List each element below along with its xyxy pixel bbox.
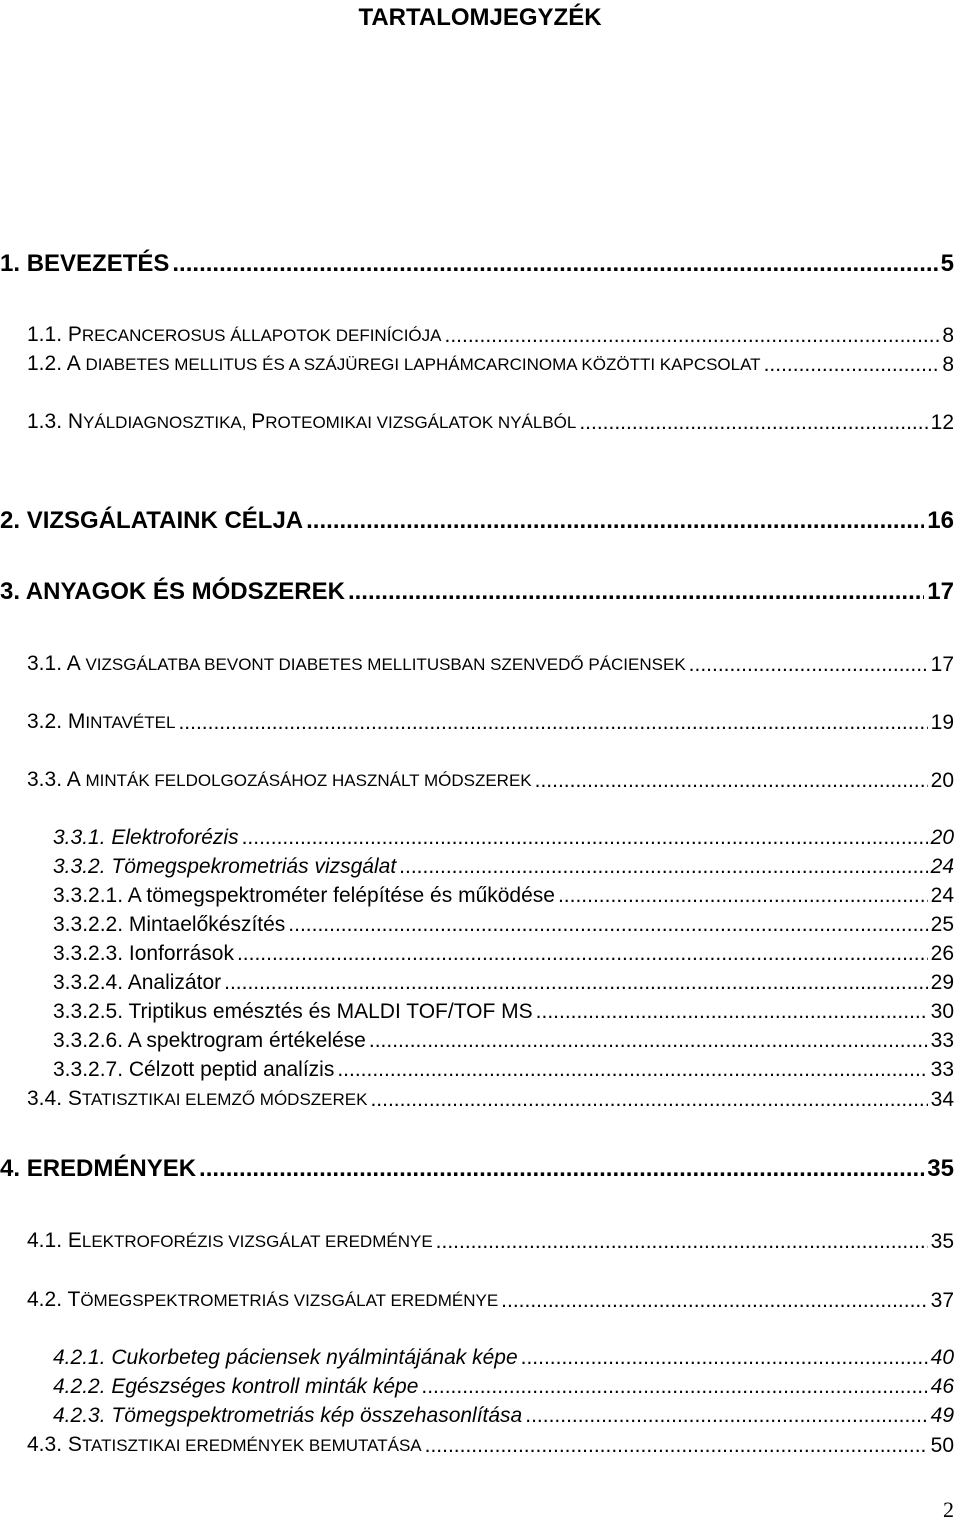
toc-entry-title: 3.3.1. Elektroforézis bbox=[53, 826, 239, 849]
dot-leader bbox=[558, 882, 928, 910]
toc-entry-title: 4.2.1. Cukorbeteg páciensek nyálmintájának képe bbox=[53, 1346, 518, 1369]
toc-page-number: 34 bbox=[930, 1088, 954, 1111]
toc-page-number: 20 bbox=[930, 769, 954, 792]
toc-page-number: 17 bbox=[927, 578, 954, 605]
toc-entry-1-1[interactable] bbox=[27, 321, 954, 350]
toc-page-number: 17 bbox=[930, 653, 954, 676]
dot-leader bbox=[242, 824, 928, 852]
toc-entry-title: 4.2.2. Egészséges kontroll minták képe bbox=[53, 1375, 419, 1398]
toc-entry-3-3-2-6[interactable] bbox=[53, 1027, 954, 1055]
toc-entry-4-2-1[interactable] bbox=[53, 1344, 954, 1372]
toc-page-number: 35 bbox=[930, 1230, 954, 1253]
toc-page-number: 46 bbox=[930, 1375, 954, 1398]
toc-page-number: 8 bbox=[942, 353, 954, 376]
toc-entry-4-2-2[interactable] bbox=[53, 1373, 954, 1401]
dot-leader bbox=[348, 578, 924, 606]
dot-leader bbox=[369, 1027, 928, 1055]
toc-entry-title: 4.1. ELEKTROFORÉZIS VIZSGÁLAT EREDMÉNYE bbox=[27, 1229, 433, 1252]
toc-entry-title: 3.4. STATISZTIKAI ELEMZŐ MÓDSZEREK bbox=[27, 1087, 368, 1110]
toc-entry-title: 1.3. NYÁLDIAGNOSZTIKA, PROTEOMIKAI VIZSGÁLATOK NYÁLBÓL bbox=[27, 410, 577, 433]
toc-entry-3-3-2[interactable] bbox=[53, 853, 954, 881]
toc-page-number: 33 bbox=[930, 1058, 954, 1081]
toc-entry-1-2[interactable] bbox=[27, 350, 954, 379]
toc-entry-title: 3.2. MINTAVÉTEL bbox=[27, 710, 176, 733]
toc-entry-title: 1.2. A DIABETES MELLITUS ÉS A SZÁJÜREGI LAPHÁMCARCINOMA KÖZÖTTI KAPCSOLAT bbox=[27, 352, 761, 375]
toc-page-number: 8 bbox=[942, 324, 954, 347]
toc-page-number: 12 bbox=[930, 411, 954, 434]
dot-leader bbox=[399, 853, 927, 881]
toc-entry-4[interactable] bbox=[0, 1155, 954, 1183]
toc-entry-3-3-2-5[interactable] bbox=[53, 998, 954, 1026]
dot-leader bbox=[536, 998, 928, 1026]
toc-page-number: 25 bbox=[930, 913, 954, 936]
toc-entry-title: 2. VIZSGÁLATAINK CÉLJA bbox=[0, 507, 304, 534]
toc-entry-4-1[interactable] bbox=[27, 1227, 954, 1256]
dot-leader bbox=[436, 1228, 928, 1256]
toc-page-number: 33 bbox=[930, 1029, 954, 1052]
toc-page-number: 50 bbox=[930, 1434, 954, 1457]
page-number: 2 bbox=[943, 1497, 954, 1522]
toc-entry-1[interactable] bbox=[0, 250, 954, 278]
dot-leader bbox=[689, 651, 928, 679]
toc-page-number: 26 bbox=[930, 942, 954, 965]
toc-page-number: 24 bbox=[930, 884, 954, 907]
page-title: TARTALOMJEGYZÉK bbox=[358, 4, 602, 31]
toc-entry-title: 4.2.3. Tömegspektrometriás kép összehasonlítása bbox=[53, 1404, 523, 1427]
toc-page-number: 24 bbox=[930, 855, 954, 878]
toc-entry-3-1[interactable] bbox=[27, 650, 954, 679]
dot-leader bbox=[521, 1344, 928, 1372]
toc-entry-title: 3.3.2.3. Ionforrások bbox=[53, 942, 234, 965]
dot-leader bbox=[224, 969, 928, 997]
toc-page-number: 40 bbox=[930, 1346, 954, 1369]
toc-entry-3-4[interactable] bbox=[27, 1085, 954, 1114]
toc-entry-title: 3.1. A VIZSGÁLATBA BEVONT DIABETES MELLITUSBAN SZENVEDŐ PÁCIENSEK bbox=[27, 652, 686, 675]
toc-entry-title: 3.3.2.7. Célzott peptid analízis bbox=[53, 1058, 335, 1081]
dot-leader bbox=[288, 911, 927, 939]
toc-page-number: 16 bbox=[927, 507, 954, 534]
dot-leader bbox=[579, 409, 927, 437]
dot-leader bbox=[306, 507, 924, 535]
toc-page-number: 30 bbox=[930, 1000, 954, 1023]
toc-entry-title: 3.3.2.5. Triptikus emésztés és MALDI TOF/TOF MS bbox=[53, 1000, 533, 1023]
toc-entry-title: 4.3. STATISZTIKAI EREDMÉNYEK BEMUTATÁSA bbox=[27, 1433, 422, 1456]
toc-entry-title: 3. ANYAGOK ÉS MÓDSZEREK bbox=[0, 578, 345, 605]
dot-leader bbox=[421, 1373, 927, 1401]
toc-page-number: 37 bbox=[930, 1289, 954, 1312]
toc-page-number: 5 bbox=[940, 250, 954, 277]
toc-entry-3-3[interactable] bbox=[27, 766, 954, 795]
toc-entry-4-3[interactable] bbox=[27, 1431, 954, 1460]
toc-entry-3-3-2-1[interactable] bbox=[53, 882, 954, 910]
toc-entry-4-2-3[interactable] bbox=[53, 1402, 954, 1430]
toc-entry-title: 3.3.2. Tömegspekrometriás vizsgálat bbox=[53, 855, 397, 878]
dot-leader bbox=[337, 1056, 927, 1084]
toc-page-number: 20 bbox=[930, 826, 954, 849]
toc-entry-4-2[interactable] bbox=[27, 1286, 954, 1315]
toc-entry-3-3-2-7[interactable] bbox=[53, 1056, 954, 1084]
toc-page-number: 29 bbox=[930, 971, 954, 994]
dot-leader bbox=[237, 940, 928, 968]
dot-leader bbox=[535, 767, 928, 795]
toc-entry-title: 4. EREDMÉNYEK bbox=[0, 1155, 197, 1182]
dot-leader bbox=[199, 1155, 924, 1183]
toc-entry-title: 3.3.2.4. Analizátor bbox=[53, 971, 222, 994]
dot-leader bbox=[445, 322, 940, 350]
dot-leader bbox=[764, 351, 940, 379]
dot-leader bbox=[178, 709, 927, 737]
toc-entry-3-3-1[interactable] bbox=[53, 824, 954, 852]
toc-entry-title: 4.2. TÖMEGSPEKTROMETRIÁS VIZSGÁLAT EREDMÉNYE bbox=[27, 1288, 499, 1311]
toc-entry-2[interactable] bbox=[0, 507, 954, 535]
toc-entry-3-3-2-3[interactable] bbox=[53, 940, 954, 968]
toc-entry-title: 1. BEVEZETÉS bbox=[0, 250, 170, 277]
toc-entry-3-2[interactable] bbox=[27, 708, 954, 737]
toc-entry-title: 3.3. A MINTÁK FELDOLGOZÁSÁHOZ HASZNÁLT MÓDSZEREK bbox=[27, 768, 532, 791]
toc-entry-3-3-2-4[interactable] bbox=[53, 969, 954, 997]
dot-leader bbox=[501, 1287, 927, 1315]
toc-entry-title: 3.3.2.2. Mintaelőkészítés bbox=[53, 913, 286, 936]
dot-leader bbox=[425, 1432, 928, 1460]
dot-leader bbox=[172, 250, 937, 278]
toc-entry-3-3-2-2[interactable] bbox=[53, 911, 954, 939]
toc-entry-3[interactable] bbox=[0, 578, 954, 606]
dot-leader bbox=[525, 1402, 927, 1430]
toc-page-number: 19 bbox=[930, 711, 954, 734]
toc-page-number: 49 bbox=[930, 1404, 954, 1427]
dot-leader bbox=[370, 1086, 927, 1114]
toc-entry-1-3[interactable] bbox=[27, 408, 954, 437]
toc-entry-title: 1.1. PRECANCEROSUS ÁLLAPOTOK DEFINÍCIÓJA bbox=[27, 323, 442, 346]
toc-page-number: 35 bbox=[927, 1155, 954, 1182]
toc-entry-title: 3.3.2.6. A spektrogram értékelése bbox=[53, 1029, 366, 1052]
toc-entry-title: 3.3.2.1. A tömegspektrométer felépítése és működése bbox=[53, 884, 555, 907]
